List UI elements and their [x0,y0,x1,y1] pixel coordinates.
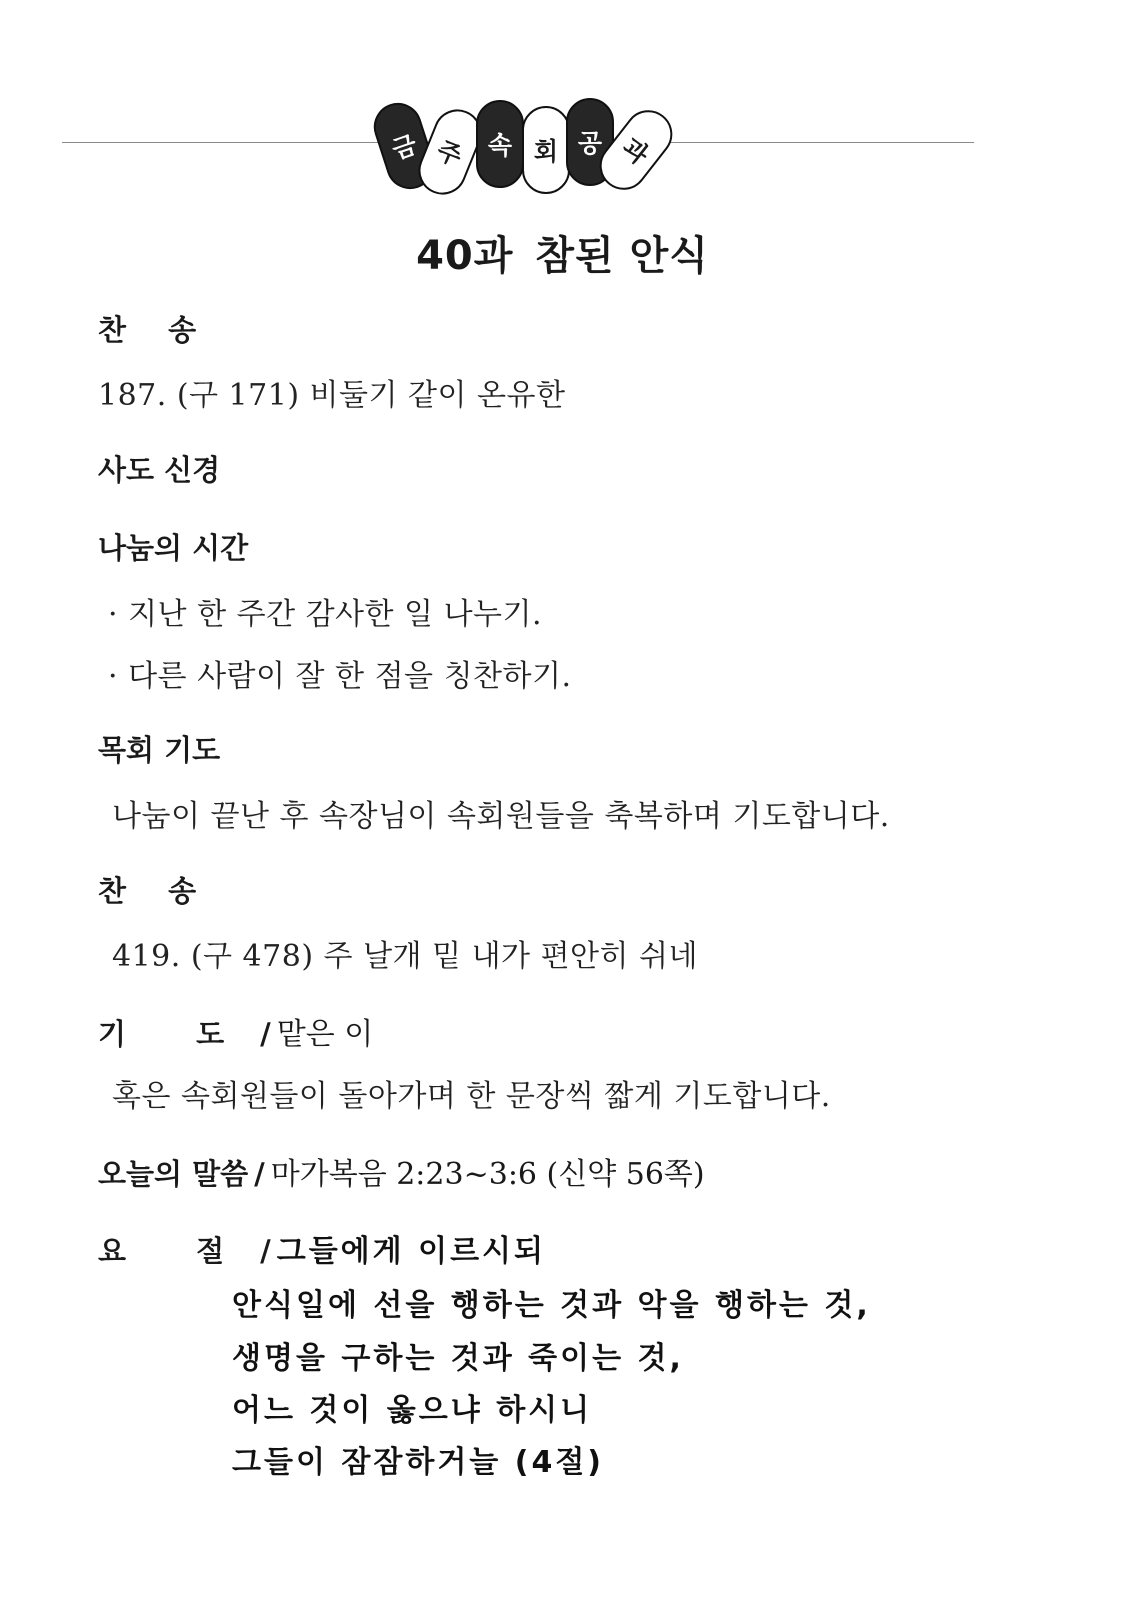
hymn2-text: 419. (구 478) 주 날개 밑 내가 편안히 쉬네 [112,939,699,974]
key-verse-line-4: 어느 것이 옳으냐 하시니 [232,1393,593,1428]
banner-pill: 금 [368,97,441,196]
sharing-item: · 다른 사람이 잘 한 점을 칭찬하기. [108,659,572,694]
lesson-number: 40과 [416,233,514,279]
key-verse-separator: / [260,1234,271,1268]
banner-pills [380,98,670,194]
banner-pill: 회 [522,106,570,194]
word-line [98,1149,705,1193]
key-verse-line-3: 생명을 구하는 것과 죽이는 것, [232,1341,684,1376]
banner-pill: 과 [590,101,682,200]
key-verse-line-5: 그들이 잠잠하거늘 (4절) [232,1445,605,1480]
key-verse-line [98,1226,546,1270]
prayer-heading: 기 도 [98,1017,255,1051]
word-heading: 오늘의 말씀 [98,1157,249,1191]
sharing-heading: 나눔의 시간 [98,531,249,565]
hymn2-heading: 찬 송 [98,874,213,908]
key-verse-line-1: 그들에게 이르시되 [276,1234,547,1269]
lesson-name: 참된 안식 [535,233,709,279]
prayer-line [98,1009,373,1053]
hymn1-heading: 찬 송 [98,313,213,347]
key-verse-heading: 요 절 [98,1234,255,1268]
creed-heading: 사도 신경 [98,453,221,487]
prayer-text: 혹은 속회원들이 돌아가며 한 문장씩 짧게 기도합니다. [112,1079,831,1114]
banner-pill: 속 [476,100,524,188]
sharing-item: · 지난 한 주간 감사한 일 나누기. [108,597,543,632]
key-verse-line-2: 안식일에 선을 행하는 것과 악을 행하는 것, [232,1288,871,1323]
prayer-separator: / [260,1017,271,1051]
pastoral-prayer-text: 나눔이 끝난 후 속장님이 속회원들을 축복하며 기도합니다. [112,799,890,834]
prayer-leader: 맡은 이 [276,1017,374,1052]
pastoral-prayer-heading: 목회 기도 [98,733,221,767]
banner-pill: 주 [411,102,488,202]
word-reference: 마가복음 2:23~3:6 (신약 56쪽) [270,1157,705,1192]
lesson-title [0,224,1125,281]
banner-pill: 공 [566,98,614,186]
section-banner [62,92,974,202]
hymn1-text: 187. (구 171) 비둘기 같이 온유한 [98,378,566,413]
word-separator: / [254,1157,265,1191]
